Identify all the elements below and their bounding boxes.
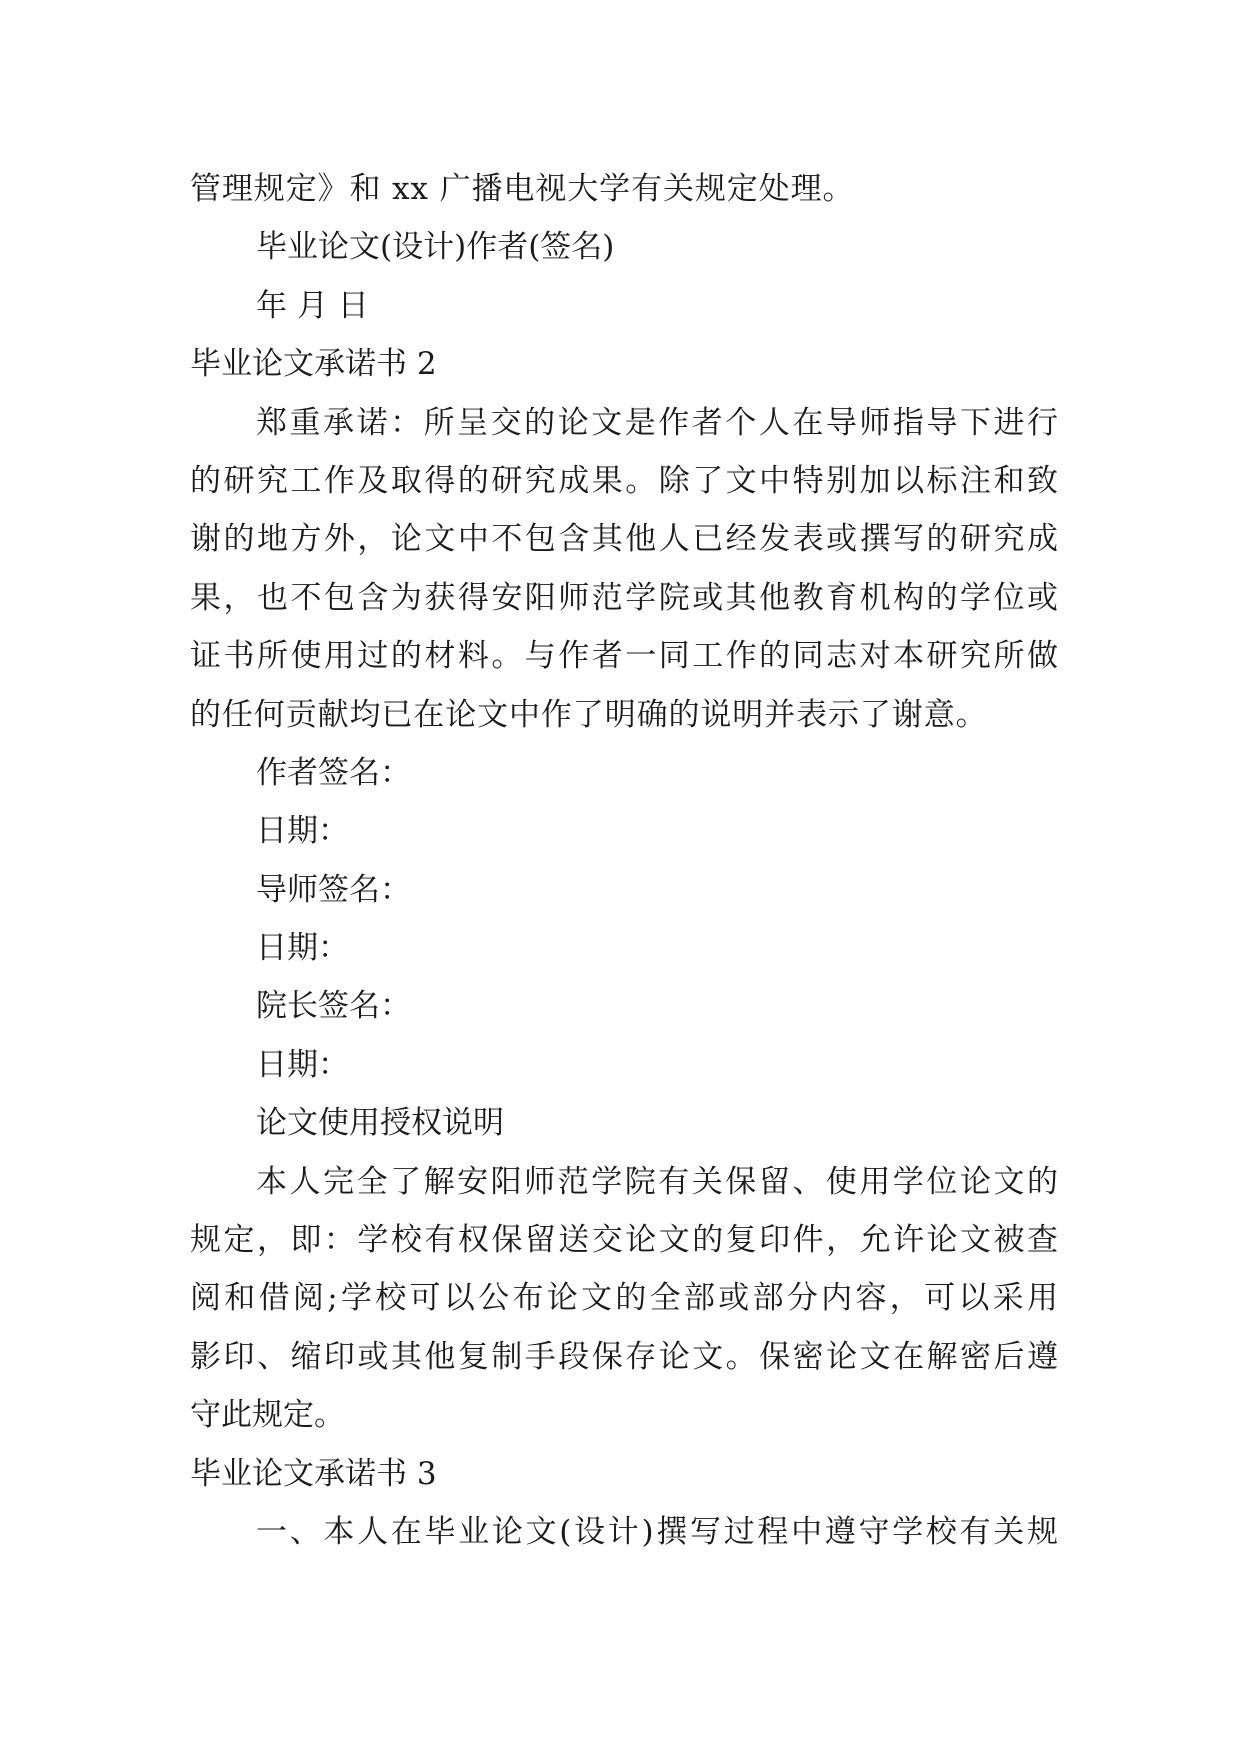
paragraph-line: 的研究工作及取得的研究成果。除了文中特别加以标注和致 [190,462,1058,499]
paragraph-line: 谢的地方外，论文中不包含其他人已经发表或撰写的研究成 [190,521,1058,558]
paragraph-line: 影印、缩印或其他复制手段保存论文。保密论文在解密后遵 [190,1338,1058,1375]
paragraph-line: 规定，即：学校有权保留送交论文的复印件，允许论文被查 [190,1222,1058,1259]
date-label: 日期： [256,813,349,850]
paragraph-line: 郑重承诺：所呈交的论文是作者个人在导师指导下进行 [256,404,1058,441]
paragraph-line: 本人完全了解安阳师范学院有关保留、使用学位论文的 [256,1163,1058,1200]
section-heading-3: 毕业论文承诺书 3 [190,1455,437,1492]
advisor-signature-label: 导师签名： [256,871,411,908]
date-line: 年 月 日 [256,287,369,324]
paragraph-line: 的任何贡献均已在论文中作了明确的说明并表示了谢意。 [190,696,988,733]
date-label: 日期： [256,1046,349,1083]
subsection-heading: 论文使用授权说明 [256,1105,504,1142]
document-body [190,160,1058,1561]
paragraph-line: 阅和借阅;学校可以公布论文的全部或部分内容，可以采用 [190,1280,1058,1317]
date-label: 日期： [256,930,349,967]
paragraph-line: 管理规定》和 xx 广播电视大学有关规定处理。 [190,171,855,207]
paragraph-line: 证书所使用过的材料。与作者一同工作的同志对本研究所做 [190,638,1058,675]
dean-signature-label: 院长签名： [256,988,411,1025]
author-signature-label: 作者签名： [256,754,411,791]
paragraph-line: 一、本人在毕业论文(设计)撰写过程中遵守学校有关规 [256,1513,1058,1550]
section-heading-2: 毕业论文承诺书 2 [190,346,437,383]
signature-line-author: 毕业论文(设计)作者(签名) [256,229,615,266]
paragraph-line: 果，也不包含为获得安阳师范学院或其他教育机构的学位或 [190,579,1058,616]
paragraph-line: 守此规定。 [190,1397,345,1434]
